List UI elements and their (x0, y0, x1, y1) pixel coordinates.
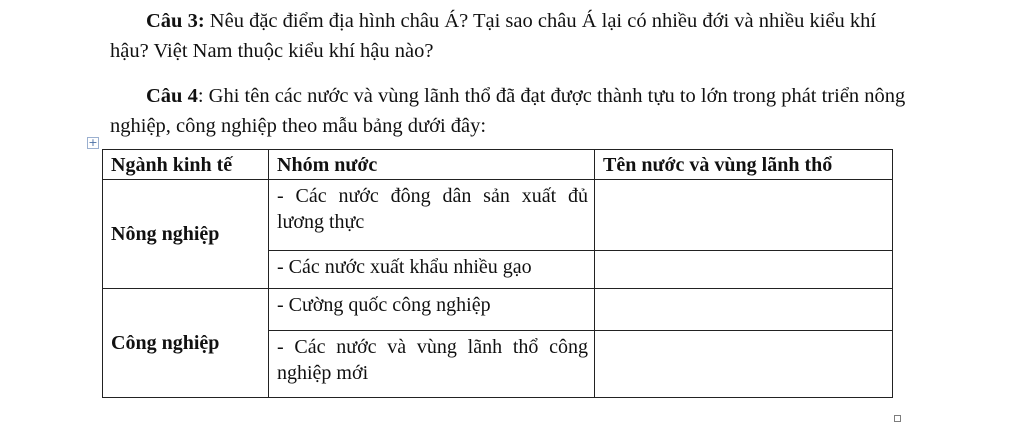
question-4 (110, 81, 910, 141)
answer-table (102, 149, 893, 398)
country-group-cell: - Các nước xuất khẩu nhiều gạo (269, 251, 595, 289)
answer-cell[interactable] (595, 251, 893, 289)
country-group-cell: - Cường quốc công nghiệp (269, 289, 595, 331)
sector-cell: Nông nghiệp (103, 180, 269, 289)
question-4-text: : Ghi tên các nước và vùng lãnh thổ đã đạt được thành tựu to lớn trong phát triển nông nghiệp, công nghiệp theo mẫu bảng dưới đây: (110, 85, 906, 137)
table-move-handle-icon[interactable]: + (88, 136, 98, 149)
answer-cell[interactable] (595, 289, 893, 331)
table-header-row (103, 150, 893, 180)
question-3-text: Nêu đặc điểm địa hình châu Á? Tại sao châu Á lại có nhiều đới và nhiều kiểu khí hậu? Việt Nam thuộc kiểu khí hậu nào? (110, 10, 877, 62)
answer-cell[interactable] (595, 180, 893, 251)
header-country-group: Nhóm nước (269, 150, 595, 180)
question-3-label: Câu 3: (146, 10, 205, 32)
question-4-label: Câu 4 (146, 85, 198, 107)
header-sector: Ngành kinh tế (103, 150, 269, 180)
country-group-cell: - Các nước và vùng lãnh thổ công nghiệp mới (269, 331, 595, 398)
table-row (103, 180, 893, 251)
sector-cell: Công nghiệp (103, 289, 269, 398)
question-3 (110, 6, 910, 66)
table-resize-handle-icon[interactable] (894, 415, 901, 422)
country-group-cell: - Các nước đông dân sản xuất đủ lương thực (269, 180, 595, 251)
table-row (103, 289, 893, 331)
header-country-names: Tên nước và vùng lãnh thổ (595, 150, 893, 180)
answer-cell[interactable] (595, 331, 893, 398)
